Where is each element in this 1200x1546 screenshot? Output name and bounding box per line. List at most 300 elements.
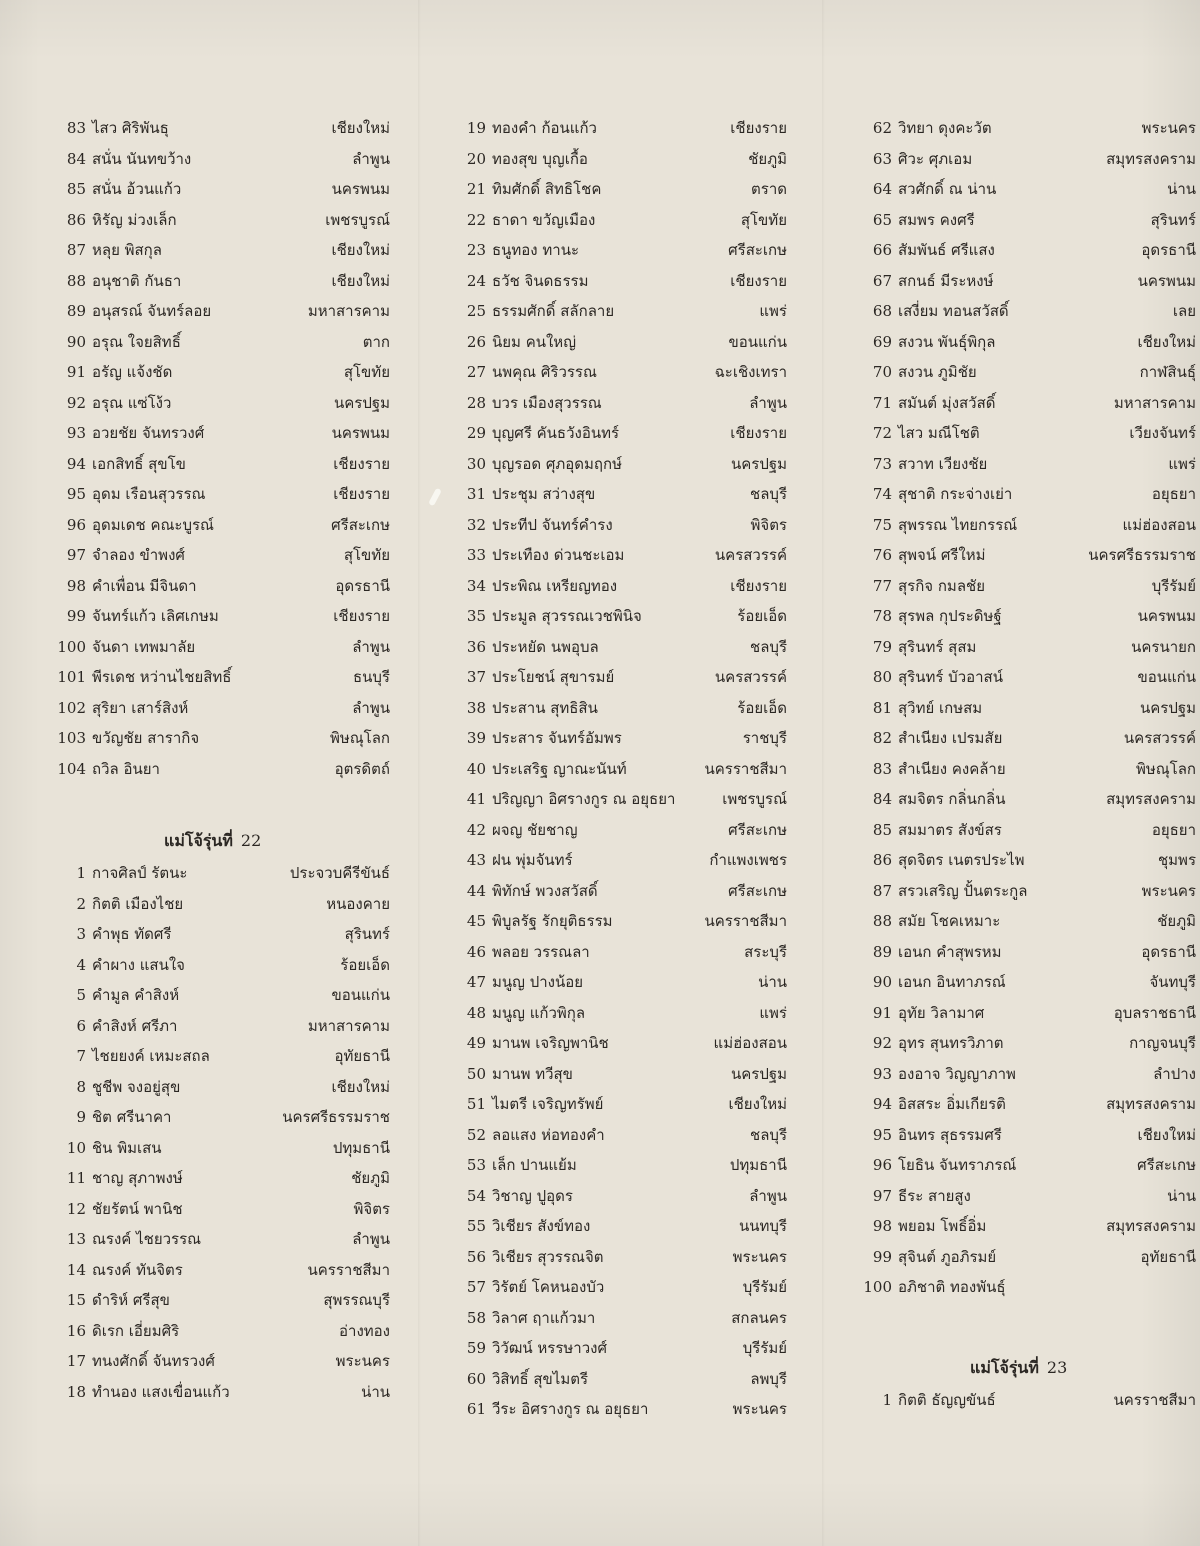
entry-number: 17 — [66, 1352, 86, 1370]
province: เชียงใหม่ — [331, 241, 390, 259]
list-item — [452, 1333, 787, 1364]
list-item — [452, 357, 787, 388]
entry-number: 65 — [872, 210, 892, 229]
person-name: สวศักดิ์ ณ น่าน — [898, 180, 997, 198]
entry-number: 100 — [57, 637, 86, 656]
person-name: วิวัฒน์ หรรษาวงศ์ — [492, 1339, 607, 1357]
person-name: สุพรรณ ไทยกรรณ์ — [898, 515, 1018, 534]
generation-label: แม่โจ้รุ่นที่ — [970, 1357, 1039, 1377]
person-name: ธรรมศักดิ์ สลักลาย — [492, 302, 615, 320]
person-name: ชัยรัตน์ พานิช — [92, 1199, 183, 1218]
entry-number: 8 — [76, 1077, 86, 1096]
province: อุบลราชธานี — [1113, 1003, 1196, 1022]
list-item — [52, 510, 390, 541]
list-item — [452, 1059, 787, 1090]
person-name: พิบูลรัฐ รักยุติธรรม — [492, 912, 613, 930]
person-name: บุญศรี คันธวังอินทร์ — [492, 424, 620, 442]
person-name: คำมูล คำสิงห์ — [92, 986, 180, 1004]
person-name: สกนธ์ มีระหงษ์ — [898, 271, 994, 290]
entry-number: 63 — [872, 149, 892, 168]
person-name: สุรกิจ กมลชัย — [898, 576, 985, 595]
list-item — [452, 723, 787, 754]
entry-number: 97 — [872, 1186, 892, 1205]
column-1 — [52, 113, 390, 1407]
person-name: สงวน ภูมิชัย — [898, 363, 977, 381]
person-name: ฝน พุ่มจันทร์ — [492, 851, 573, 869]
list-item — [858, 174, 1196, 205]
list-item — [52, 174, 390, 205]
list-item — [452, 754, 787, 785]
list-item — [52, 205, 390, 236]
province: สุโขทัย — [343, 546, 390, 564]
province: สุพรรณบุรี — [323, 1291, 390, 1309]
entry-number: 86 — [872, 851, 892, 869]
province: พระนคร — [1141, 119, 1196, 137]
province: พระนคร — [732, 1247, 787, 1266]
province: เชียงใหม่ — [331, 1077, 390, 1096]
province: เชียงใหม่ — [1137, 1125, 1196, 1144]
province: อุดรธานี — [335, 576, 390, 595]
province: พิษณุโลก — [1135, 759, 1196, 778]
list-item — [52, 357, 390, 388]
person-name: เอกสิทธิ์ สุขโข — [92, 454, 186, 473]
list-item — [452, 1120, 787, 1151]
province: นครปฐม — [333, 393, 390, 412]
province: นครศรีธรรมราช — [282, 1108, 390, 1126]
person-name: เอนก อินทาภรณ์ — [898, 973, 1006, 991]
entry-number: 99 — [872, 1247, 892, 1266]
list-item — [52, 919, 390, 950]
list-item — [452, 296, 787, 327]
list-item — [52, 950, 390, 981]
list-item — [52, 1194, 390, 1225]
person-name: มนูญ ปางน้อย — [492, 973, 584, 991]
person-name: อนุชาติ กันธา — [92, 271, 182, 290]
entry-number: 88 — [872, 912, 892, 930]
person-name: สุพจน์ ศรีใหม่ — [898, 546, 986, 564]
list-item — [858, 571, 1196, 602]
list-item — [452, 1150, 787, 1181]
person-name: เล็ก ปานแย้ม — [492, 1156, 577, 1174]
province: สมุทรสงคราม — [1106, 1217, 1196, 1235]
person-name: สุจินต์ ภูอภิรมย์ — [898, 1247, 997, 1266]
person-name: หิรัญ ม่วงเล็ก — [92, 210, 177, 229]
entry-number: 79 — [872, 637, 892, 656]
person-name: ทองคำ ก้อนแก้ว — [492, 119, 597, 137]
generation-heading — [858, 1351, 1196, 1385]
province: เพชรบูรณ์ — [722, 790, 787, 808]
generation-number: 23 — [1046, 1357, 1068, 1377]
entry-number: 20 — [466, 149, 486, 168]
province: ลำพูน — [352, 149, 390, 168]
province: ลพบุรี — [750, 1369, 787, 1388]
generation-label: แม่โจ้รุ่นที่ — [164, 831, 233, 850]
entry-number: 39 — [466, 729, 486, 747]
person-name: กาจศิลป์ รัตนะ — [92, 864, 188, 882]
entry-number: 36 — [466, 637, 486, 656]
list-item — [52, 296, 390, 327]
entry-number: 93 — [872, 1064, 892, 1083]
person-name: วิสิทธิ์ สุขไมตรี — [492, 1369, 589, 1388]
entry-number: 21 — [466, 180, 486, 198]
province: สุโขทัย — [740, 210, 787, 229]
list-item — [858, 1059, 1196, 1090]
person-name: บวร เมืองสุวรรณ — [492, 393, 602, 412]
province: เชียงราย — [730, 424, 787, 442]
province: ลำปาง — [1153, 1064, 1196, 1083]
entry-number: 3 — [76, 925, 86, 943]
province: ศรีสะเกษ — [331, 515, 390, 534]
person-name: ธีระ สายสูง — [898, 1186, 971, 1205]
person-name: องอาจ วิญญาภาพ — [898, 1064, 1016, 1083]
entry-number: 89 — [66, 302, 86, 320]
province: จันทบุรี — [1149, 973, 1196, 991]
entry-number: 59 — [466, 1339, 486, 1357]
province: กำแพงเพชร — [709, 851, 787, 869]
list-item — [452, 113, 787, 144]
province: นครพนม — [331, 424, 390, 442]
list-item — [52, 1133, 390, 1164]
person-name: นพคุณ ศิริวรรณ — [492, 363, 597, 381]
person-name: พลอย วรรณลา — [492, 942, 590, 961]
person-name: สนั่น นันทขว้าง — [92, 149, 192, 168]
person-name: วิเชียร สุวรรณจิต — [492, 1247, 604, 1266]
person-name: ชาญ สุภาพงษ์ — [92, 1169, 183, 1187]
province: สมุทรสงคราม — [1106, 790, 1196, 808]
list-item — [858, 449, 1196, 480]
entry-number: 58 — [466, 1308, 486, 1327]
person-name: สนั่น อ้วนแก้ว — [92, 180, 182, 198]
list-item — [52, 266, 390, 297]
person-name: ไมตรี เจริญทรัพย์ — [492, 1095, 604, 1113]
province: นครราชสีมา — [1113, 1390, 1196, 1409]
province: ชุมพร — [1157, 851, 1196, 869]
province: ขอนแก่น — [1137, 668, 1196, 686]
section-gap — [52, 784, 390, 824]
person-name: โยธิน จันทราภรณ์ — [898, 1156, 1017, 1174]
entry-number: 93 — [66, 424, 86, 442]
list-item — [52, 980, 390, 1011]
entry-number: 52 — [466, 1125, 486, 1144]
person-name: อุทร สุนทรวิภาต — [898, 1034, 1004, 1052]
entry-number: 81 — [872, 698, 892, 717]
entry-number: 91 — [66, 363, 86, 381]
entry-number: 73 — [872, 454, 892, 473]
person-name: สรวเสริญ ปั้นตระกูล — [898, 881, 1028, 900]
entry-number: 35 — [466, 607, 486, 625]
province: สุรินทร์ — [1150, 210, 1196, 229]
column-3 — [858, 113, 1196, 1415]
entry-number: 85 — [66, 180, 86, 198]
person-name: มานพ ทวีสุข — [492, 1064, 573, 1083]
person-name: สมจิตร กลิ่นกลิ่น — [898, 790, 1006, 808]
province: นครพนม — [1137, 607, 1196, 625]
province: ศรีสะเกษ — [728, 820, 787, 839]
entry-number: 44 — [466, 881, 486, 900]
province: ฉะเชิงเทรา — [714, 363, 787, 381]
person-name: คำสิงห์ ศรีภา — [92, 1016, 178, 1035]
list-item — [52, 858, 390, 889]
entry-number: 22 — [466, 210, 486, 229]
person-name: คำเพื่อน มีจินดา — [92, 576, 197, 595]
list-item — [858, 113, 1196, 144]
person-name: สมัย โชคเหมาะ — [898, 912, 1001, 930]
list-item — [452, 601, 787, 632]
list-item — [858, 906, 1196, 937]
person-name: ถวิล อินยา — [92, 759, 160, 778]
entry-number: 54 — [466, 1186, 486, 1205]
person-name: ศิวะ ศุภเอม — [898, 149, 973, 168]
list-item — [452, 632, 787, 663]
list-item — [452, 1181, 787, 1212]
entry-number: 96 — [872, 1156, 892, 1174]
person-name: ณรงค์ ไชยวรรณ — [92, 1230, 202, 1248]
list-item — [52, 235, 390, 266]
province: ลำพูน — [352, 698, 390, 717]
person-name: กิตติ เมืองไชย — [92, 894, 184, 913]
person-name: อนุสรณ์ จันทร์ลอย — [92, 302, 212, 320]
person-name: ชูชีพ จงอยู่สุข — [92, 1077, 181, 1096]
province: กาญจนบุรี — [1129, 1034, 1196, 1052]
list-item — [52, 388, 390, 419]
list-item — [858, 144, 1196, 175]
list-item — [858, 1181, 1196, 1212]
entry-number: 28 — [466, 393, 486, 412]
list-item — [452, 784, 787, 815]
person-name: ดิเรก เอี่ยมศิริ — [92, 1321, 180, 1340]
person-name: ประเสริฐ ญาณะนันท์ — [492, 759, 627, 778]
province: มหาสารคาม — [1113, 393, 1196, 412]
list-item — [858, 876, 1196, 907]
province: อุตรดิตถ์ — [334, 759, 390, 778]
province: ร้อยเอ็ด — [340, 955, 390, 974]
list-item — [452, 876, 787, 907]
person-name: พิทักษ์ พวงสวัสดิ์ — [492, 881, 598, 900]
list-item — [452, 937, 787, 968]
province: นครศรีธรรมราช — [1088, 546, 1196, 564]
list-item — [452, 906, 787, 937]
person-name: ประเทือง ด่วนชะเอม — [492, 546, 625, 564]
person-name: ดำริห์ ศรีสุข — [92, 1291, 170, 1309]
list-item — [858, 388, 1196, 419]
person-name: เอนก คำสุพรหม — [898, 942, 1002, 961]
list-item — [452, 662, 787, 693]
province: บุรีรัมย์ — [1151, 576, 1196, 595]
list-item — [452, 510, 787, 541]
province: บุรีรัมย์ — [742, 1278, 787, 1296]
person-name: ปริญญา อิศรางกูร ณ อยุธยา — [492, 790, 676, 808]
province: ราชบุรี — [742, 729, 787, 747]
person-name: คำผาง แสนใจ — [92, 955, 185, 974]
entry-number: 47 — [466, 973, 486, 991]
entry-number: 32 — [466, 515, 486, 534]
entry-number: 69 — [872, 332, 892, 351]
entry-number: 38 — [466, 698, 486, 717]
person-name: วิเชียร สังข์ทอง — [492, 1217, 591, 1235]
province: กาฬสินธุ์ — [1139, 363, 1196, 381]
person-name: ไชยยงค์ เหมะสถล — [92, 1047, 210, 1065]
list-item — [52, 723, 390, 754]
province: ศรีสะเกษ — [728, 881, 787, 900]
province: แพร่ — [1168, 454, 1196, 473]
list-item — [452, 1028, 787, 1059]
province: อยุธยา — [1151, 485, 1196, 503]
province: แพร่ — [759, 302, 787, 320]
entry-number: 70 — [872, 363, 892, 381]
province: ร้อยเอ็ด — [737, 698, 787, 717]
province: ชลบุรี — [750, 485, 787, 503]
province: นครนายก — [1131, 637, 1196, 656]
list-item — [52, 632, 390, 663]
province: ชัยภูมิ — [1157, 912, 1196, 930]
list-item — [52, 1377, 390, 1408]
person-name: อิสสระ อิ่มเกียรติ — [898, 1095, 1006, 1113]
province: นครสวรรค์ — [714, 668, 787, 686]
entry-number: 64 — [872, 180, 892, 198]
person-name: สุริยา เสาร์สิงห์ — [92, 698, 189, 717]
column-fold — [822, 0, 825, 1546]
province: ชัยภูมิ — [351, 1169, 390, 1187]
entry-number: 30 — [466, 454, 486, 473]
province: นครปฐม — [730, 454, 787, 473]
province: นครปฐม — [1139, 698, 1196, 717]
person-name: ประโยชน์ สุขารมย์ — [492, 668, 615, 686]
list-item — [452, 998, 787, 1029]
province: อ่างทอง — [339, 1321, 390, 1340]
province: เชียงใหม่ — [1137, 332, 1196, 351]
person-name: อรัญ แจ้งชัด — [92, 363, 173, 381]
province: เชียงราย — [730, 119, 787, 137]
person-name: สุรินทร์ สุสม — [898, 637, 977, 656]
list-item — [452, 144, 787, 175]
province: สกลนคร — [731, 1308, 787, 1327]
entry-number: 12 — [66, 1199, 86, 1218]
entry-number: 98 — [872, 1217, 892, 1235]
entry-number: 49 — [466, 1034, 486, 1052]
entry-number: 31 — [466, 485, 486, 503]
province: สระบุรี — [744, 942, 787, 961]
person-name: วิชาญ ปูอุดร — [492, 1186, 573, 1205]
person-name: ผจญ ชัยชาญ — [492, 820, 578, 839]
list-item — [858, 1385, 1196, 1416]
province: สุโขทัย — [343, 363, 390, 381]
entry-number: 83 — [66, 119, 86, 137]
list-item — [52, 1041, 390, 1072]
province: น่าน — [361, 1382, 390, 1401]
list-item — [52, 1316, 390, 1347]
entry-number: 50 — [466, 1064, 486, 1083]
province: ขอนแก่น — [331, 986, 390, 1004]
list-item — [52, 1255, 390, 1286]
person-name: อุดมเดช คณะบูรณ์ — [92, 515, 214, 534]
list-item — [858, 357, 1196, 388]
entry-number: 80 — [872, 668, 892, 686]
province: ตราด — [751, 180, 787, 198]
province: เชียงราย — [333, 607, 390, 625]
province: เวียงจันทร์ — [1129, 424, 1196, 442]
province: ขอนแก่น — [728, 332, 787, 351]
person-name: สัมพันธ์ ศรีแสง — [898, 241, 995, 259]
province: ชลบุรี — [750, 637, 787, 656]
generation-number: 22 — [240, 831, 262, 850]
entry-number: 27 — [466, 363, 486, 381]
entry-number: 14 — [66, 1260, 86, 1279]
entry-number: 33 — [466, 546, 486, 564]
province: น่าน — [1167, 1186, 1196, 1205]
province: นนทบุรี — [739, 1217, 787, 1235]
person-name: จันดา เทพมาลัย — [92, 637, 196, 656]
list-item — [858, 1272, 1196, 1303]
province: บุรีรัมย์ — [742, 1339, 787, 1357]
entry-number: 95 — [872, 1125, 892, 1144]
person-name: อภิชาติ ทองพันธุ์ — [898, 1278, 1006, 1296]
list-item — [452, 693, 787, 724]
entry-number: 90 — [66, 332, 86, 351]
list-item — [52, 113, 390, 144]
list-item — [858, 479, 1196, 510]
province: อุทัยธานี — [334, 1047, 390, 1065]
entry-number: 7 — [76, 1047, 86, 1065]
entry-number: 37 — [466, 668, 486, 686]
entry-number: 53 — [466, 1156, 486, 1174]
person-name: ธนูทอง ทานะ — [492, 241, 580, 259]
person-name: วีระ อิศรางกูร ณ อยุธยา — [492, 1400, 649, 1418]
province: เพชรบูรณ์ — [325, 210, 390, 229]
person-name: ทนงศักดิ์ จันทรวงศ์ — [92, 1352, 215, 1370]
entry-number: 103 — [57, 729, 86, 747]
province: สมุทรสงคราม — [1106, 1095, 1196, 1113]
province: ลำพูน — [749, 393, 787, 412]
list-item — [858, 662, 1196, 693]
province: นครสวรรค์ — [1123, 729, 1196, 747]
list-item — [452, 449, 787, 480]
entry-number: 90 — [872, 973, 892, 991]
province: เชียงใหม่ — [728, 1095, 787, 1113]
entry-number: 34 — [466, 576, 486, 595]
list-item — [452, 815, 787, 846]
person-name: อุดม เรือนสุวรรณ — [92, 485, 206, 503]
entry-number: 101 — [57, 668, 86, 686]
province: ธนบุรี — [353, 668, 390, 686]
province: น่าน — [1167, 180, 1196, 198]
list-item — [52, 1163, 390, 1194]
entry-number: 11 — [66, 1169, 86, 1187]
entry-number: 99 — [66, 607, 86, 625]
person-name: ประพิณ เหรียญทอง — [492, 576, 618, 595]
list-item — [858, 998, 1196, 1029]
person-name: ณรงค์ ทันจิตร — [92, 1260, 183, 1279]
province: นครราชสีมา — [307, 1260, 390, 1279]
person-name: สุรพล กุประดิษฐ์ — [898, 607, 1002, 625]
generation-heading — [52, 824, 390, 858]
province: นครราชสีมา — [704, 912, 787, 930]
person-name: จำลอง ขำพงศ์ — [92, 546, 185, 564]
entry-number: 71 — [872, 393, 892, 412]
person-name: สำเนียง เปรมสัย — [898, 729, 1003, 747]
province: ชลบุรี — [750, 1125, 787, 1144]
province: เชียงใหม่ — [331, 271, 390, 290]
list-item — [858, 266, 1196, 297]
list-item — [858, 632, 1196, 663]
entry-number: 1 — [882, 1390, 892, 1409]
paper-mark — [428, 488, 442, 507]
entry-number: 74 — [872, 485, 892, 503]
person-name: ธวัช จินดธรรม — [492, 271, 589, 290]
person-name: วิทยา ดุงคะวัต — [898, 119, 992, 137]
list-item — [52, 571, 390, 602]
entry-number: 77 — [872, 576, 892, 595]
person-name: สมมาตร สังข์สร — [898, 820, 1002, 839]
